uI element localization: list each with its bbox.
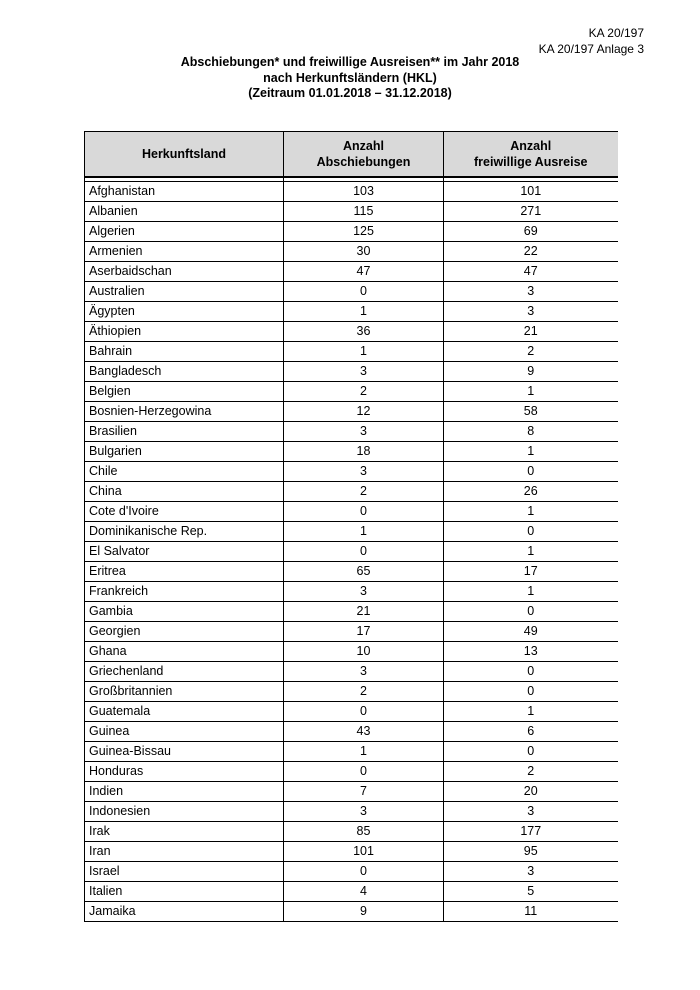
cell-deportations: 0 bbox=[284, 502, 444, 522]
cell-voluntary: 2 bbox=[444, 762, 618, 782]
table-row bbox=[85, 322, 618, 342]
table-row bbox=[85, 182, 618, 202]
cell-deportations: 3 bbox=[284, 662, 444, 682]
column-header-voluntary-line2: freiwillige Ausreise bbox=[474, 155, 588, 169]
table-row bbox=[85, 622, 618, 642]
cell-country: Äthiopien bbox=[85, 322, 284, 342]
cell-voluntary: 3 bbox=[444, 862, 618, 882]
cell-deportations: 1 bbox=[284, 522, 444, 542]
table-row bbox=[85, 722, 618, 742]
cell-voluntary: 101 bbox=[444, 182, 618, 202]
table-row bbox=[85, 602, 618, 622]
document-reference: KA 20/197 bbox=[588, 26, 644, 40]
cell-voluntary: 1 bbox=[444, 382, 618, 402]
title-line-2: nach Herkunftsländern (HKL) bbox=[263, 70, 437, 85]
cell-deportations: 101 bbox=[284, 842, 444, 862]
cell-deportations: 1 bbox=[284, 342, 444, 362]
cell-deportations: 0 bbox=[284, 702, 444, 722]
cell-voluntary: 26 bbox=[444, 482, 618, 502]
cell-country: Afghanistan bbox=[85, 182, 284, 202]
cell-country: China bbox=[85, 482, 284, 502]
cell-voluntary: 22 bbox=[444, 242, 618, 262]
table-header-row bbox=[85, 132, 618, 178]
cell-country: Dominikanische Rep. bbox=[85, 522, 284, 542]
cell-country: Bosnien-Herzegowina bbox=[85, 402, 284, 422]
table-row bbox=[85, 502, 618, 522]
cell-deportations: 3 bbox=[284, 422, 444, 442]
cell-deportations: 85 bbox=[284, 822, 444, 842]
table-row bbox=[85, 582, 618, 602]
cell-country: Bangladesch bbox=[85, 362, 284, 382]
cell-voluntary: 47 bbox=[444, 262, 618, 282]
cell-deportations: 47 bbox=[284, 262, 444, 282]
column-header-deportations bbox=[284, 132, 444, 178]
cell-deportations: 2 bbox=[284, 682, 444, 702]
cell-voluntary: 8 bbox=[444, 422, 618, 442]
table-row bbox=[85, 882, 618, 902]
table-row bbox=[85, 222, 618, 242]
cell-voluntary: 0 bbox=[444, 462, 618, 482]
table-row bbox=[85, 762, 618, 782]
cell-country: Guinea-Bissau bbox=[85, 742, 284, 762]
column-header-voluntary bbox=[444, 132, 618, 178]
cell-country: El Salvator bbox=[85, 542, 284, 562]
cell-country: Ghana bbox=[85, 642, 284, 662]
cell-deportations: 65 bbox=[284, 562, 444, 582]
cell-country: Guatemala bbox=[85, 702, 284, 722]
cell-voluntary: 2 bbox=[444, 342, 618, 362]
cell-voluntary: 0 bbox=[444, 522, 618, 542]
cell-voluntary: 0 bbox=[444, 662, 618, 682]
cell-deportations: 7 bbox=[284, 782, 444, 802]
table-row bbox=[85, 662, 618, 682]
cell-deportations: 2 bbox=[284, 382, 444, 402]
column-header-voluntary-line1: Anzahl bbox=[510, 139, 552, 153]
cell-country: Bulgarien bbox=[85, 442, 284, 462]
document-annex-reference: KA 20/197 Anlage 3 bbox=[538, 42, 644, 56]
table-row bbox=[85, 522, 618, 542]
table-row bbox=[85, 482, 618, 502]
table-row bbox=[85, 702, 618, 722]
cell-country: Irak bbox=[85, 822, 284, 842]
table-body bbox=[85, 182, 618, 922]
table-row bbox=[85, 422, 618, 442]
cell-country: Chile bbox=[85, 462, 284, 482]
cell-voluntary: 1 bbox=[444, 542, 618, 562]
cell-deportations: 17 bbox=[284, 622, 444, 642]
cell-country: Brasilien bbox=[85, 422, 284, 442]
title-line-1: Abschiebungen* und freiwillige Ausreisen** im Jahr 2018 bbox=[180, 55, 520, 69]
cell-voluntary: 11 bbox=[444, 902, 618, 922]
table-row bbox=[85, 562, 618, 582]
table-row bbox=[85, 362, 618, 382]
table-row bbox=[85, 402, 618, 422]
cell-country: Iran bbox=[85, 842, 284, 862]
cell-voluntary: 6 bbox=[444, 722, 618, 742]
cell-deportations: 103 bbox=[284, 182, 444, 202]
cell-deportations: 43 bbox=[284, 722, 444, 742]
table-row bbox=[85, 822, 618, 842]
cell-country: Jamaika bbox=[85, 902, 284, 922]
table-row bbox=[85, 262, 618, 282]
cell-voluntary: 17 bbox=[444, 562, 618, 582]
cell-country: Großbritannien bbox=[85, 682, 284, 702]
cell-country: Australien bbox=[85, 282, 284, 302]
cell-voluntary: 3 bbox=[444, 302, 618, 322]
cell-deportations: 30 bbox=[284, 242, 444, 262]
table-row bbox=[85, 302, 618, 322]
table-row bbox=[85, 742, 618, 762]
cell-country: Ägypten bbox=[85, 302, 284, 322]
cell-voluntary: 20 bbox=[444, 782, 618, 802]
cell-country: Italien bbox=[85, 882, 284, 902]
column-header-deportations-line2: Abschiebungen bbox=[316, 155, 411, 169]
cell-deportations: 0 bbox=[284, 862, 444, 882]
cell-voluntary: 9 bbox=[444, 362, 618, 382]
cell-country: Bahrain bbox=[85, 342, 284, 362]
cell-country: Belgien bbox=[85, 382, 284, 402]
cell-deportations: 36 bbox=[284, 322, 444, 342]
cell-voluntary: 21 bbox=[444, 322, 618, 342]
table-row bbox=[85, 902, 618, 922]
cell-country: Indonesien bbox=[85, 802, 284, 822]
table-row bbox=[85, 782, 618, 802]
cell-voluntary: 1 bbox=[444, 702, 618, 722]
cell-country: Aserbaidschan bbox=[85, 262, 284, 282]
cell-country: Gambia bbox=[85, 602, 284, 622]
cell-deportations: 0 bbox=[284, 762, 444, 782]
cell-voluntary: 49 bbox=[444, 622, 618, 642]
cell-voluntary: 3 bbox=[444, 282, 618, 302]
cell-deportations: 1 bbox=[284, 742, 444, 762]
cell-voluntary: 177 bbox=[444, 822, 618, 842]
cell-deportations: 3 bbox=[284, 802, 444, 822]
page-title bbox=[0, 55, 700, 102]
table-row bbox=[85, 202, 618, 222]
cell-country: Indien bbox=[85, 782, 284, 802]
cell-voluntary: 95 bbox=[444, 842, 618, 862]
cell-deportations: 12 bbox=[284, 402, 444, 422]
table-row bbox=[85, 282, 618, 302]
cell-deportations: 1 bbox=[284, 302, 444, 322]
table-row bbox=[85, 862, 618, 882]
cell-voluntary: 1 bbox=[444, 582, 618, 602]
cell-deportations: 4 bbox=[284, 882, 444, 902]
cell-deportations: 2 bbox=[284, 482, 444, 502]
cell-deportations: 0 bbox=[284, 282, 444, 302]
column-header-country: Herkunftsland bbox=[85, 132, 284, 178]
cell-voluntary: 0 bbox=[444, 682, 618, 702]
cell-country: Algerien bbox=[85, 222, 284, 242]
cell-country: Honduras bbox=[85, 762, 284, 782]
table-row bbox=[85, 842, 618, 862]
cell-deportations: 3 bbox=[284, 362, 444, 382]
cell-country: Frankreich bbox=[85, 582, 284, 602]
cell-voluntary: 271 bbox=[444, 202, 618, 222]
table-row bbox=[85, 342, 618, 362]
cell-deportations: 10 bbox=[284, 642, 444, 662]
table-row bbox=[85, 542, 618, 562]
table-row bbox=[85, 642, 618, 662]
cell-deportations: 9 bbox=[284, 902, 444, 922]
cell-voluntary: 0 bbox=[444, 742, 618, 762]
cell-voluntary: 0 bbox=[444, 602, 618, 622]
cell-country: Albanien bbox=[85, 202, 284, 222]
cell-voluntary: 58 bbox=[444, 402, 618, 422]
table-row bbox=[85, 682, 618, 702]
statistics-table bbox=[84, 131, 618, 922]
cell-deportations: 3 bbox=[284, 462, 444, 482]
cell-deportations: 21 bbox=[284, 602, 444, 622]
cell-deportations: 18 bbox=[284, 442, 444, 462]
cell-country: Israel bbox=[85, 862, 284, 882]
cell-voluntary: 3 bbox=[444, 802, 618, 822]
table-row bbox=[85, 462, 618, 482]
cell-country: Guinea bbox=[85, 722, 284, 742]
cell-voluntary: 1 bbox=[444, 442, 618, 462]
table-row bbox=[85, 802, 618, 822]
cell-voluntary: 13 bbox=[444, 642, 618, 662]
title-line-3: (Zeitraum 01.01.2018 – 31.12.2018) bbox=[248, 86, 452, 100]
cell-deportations: 115 bbox=[284, 202, 444, 222]
cell-country: Eritrea bbox=[85, 562, 284, 582]
column-header-deportations-line1: Anzahl bbox=[343, 139, 384, 153]
cell-deportations: 3 bbox=[284, 582, 444, 602]
cell-country: Armenien bbox=[85, 242, 284, 262]
table-row bbox=[85, 382, 618, 402]
table-row bbox=[85, 442, 618, 462]
cell-voluntary: 1 bbox=[444, 502, 618, 522]
cell-country: Cote d'Ivoire bbox=[85, 502, 284, 522]
cell-country: Griechenland bbox=[85, 662, 284, 682]
cell-country: Georgien bbox=[85, 622, 284, 642]
cell-voluntary: 5 bbox=[444, 882, 618, 902]
table-row bbox=[85, 242, 618, 262]
cell-deportations: 125 bbox=[284, 222, 444, 242]
cell-voluntary: 69 bbox=[444, 222, 618, 242]
cell-deportations: 0 bbox=[284, 542, 444, 562]
